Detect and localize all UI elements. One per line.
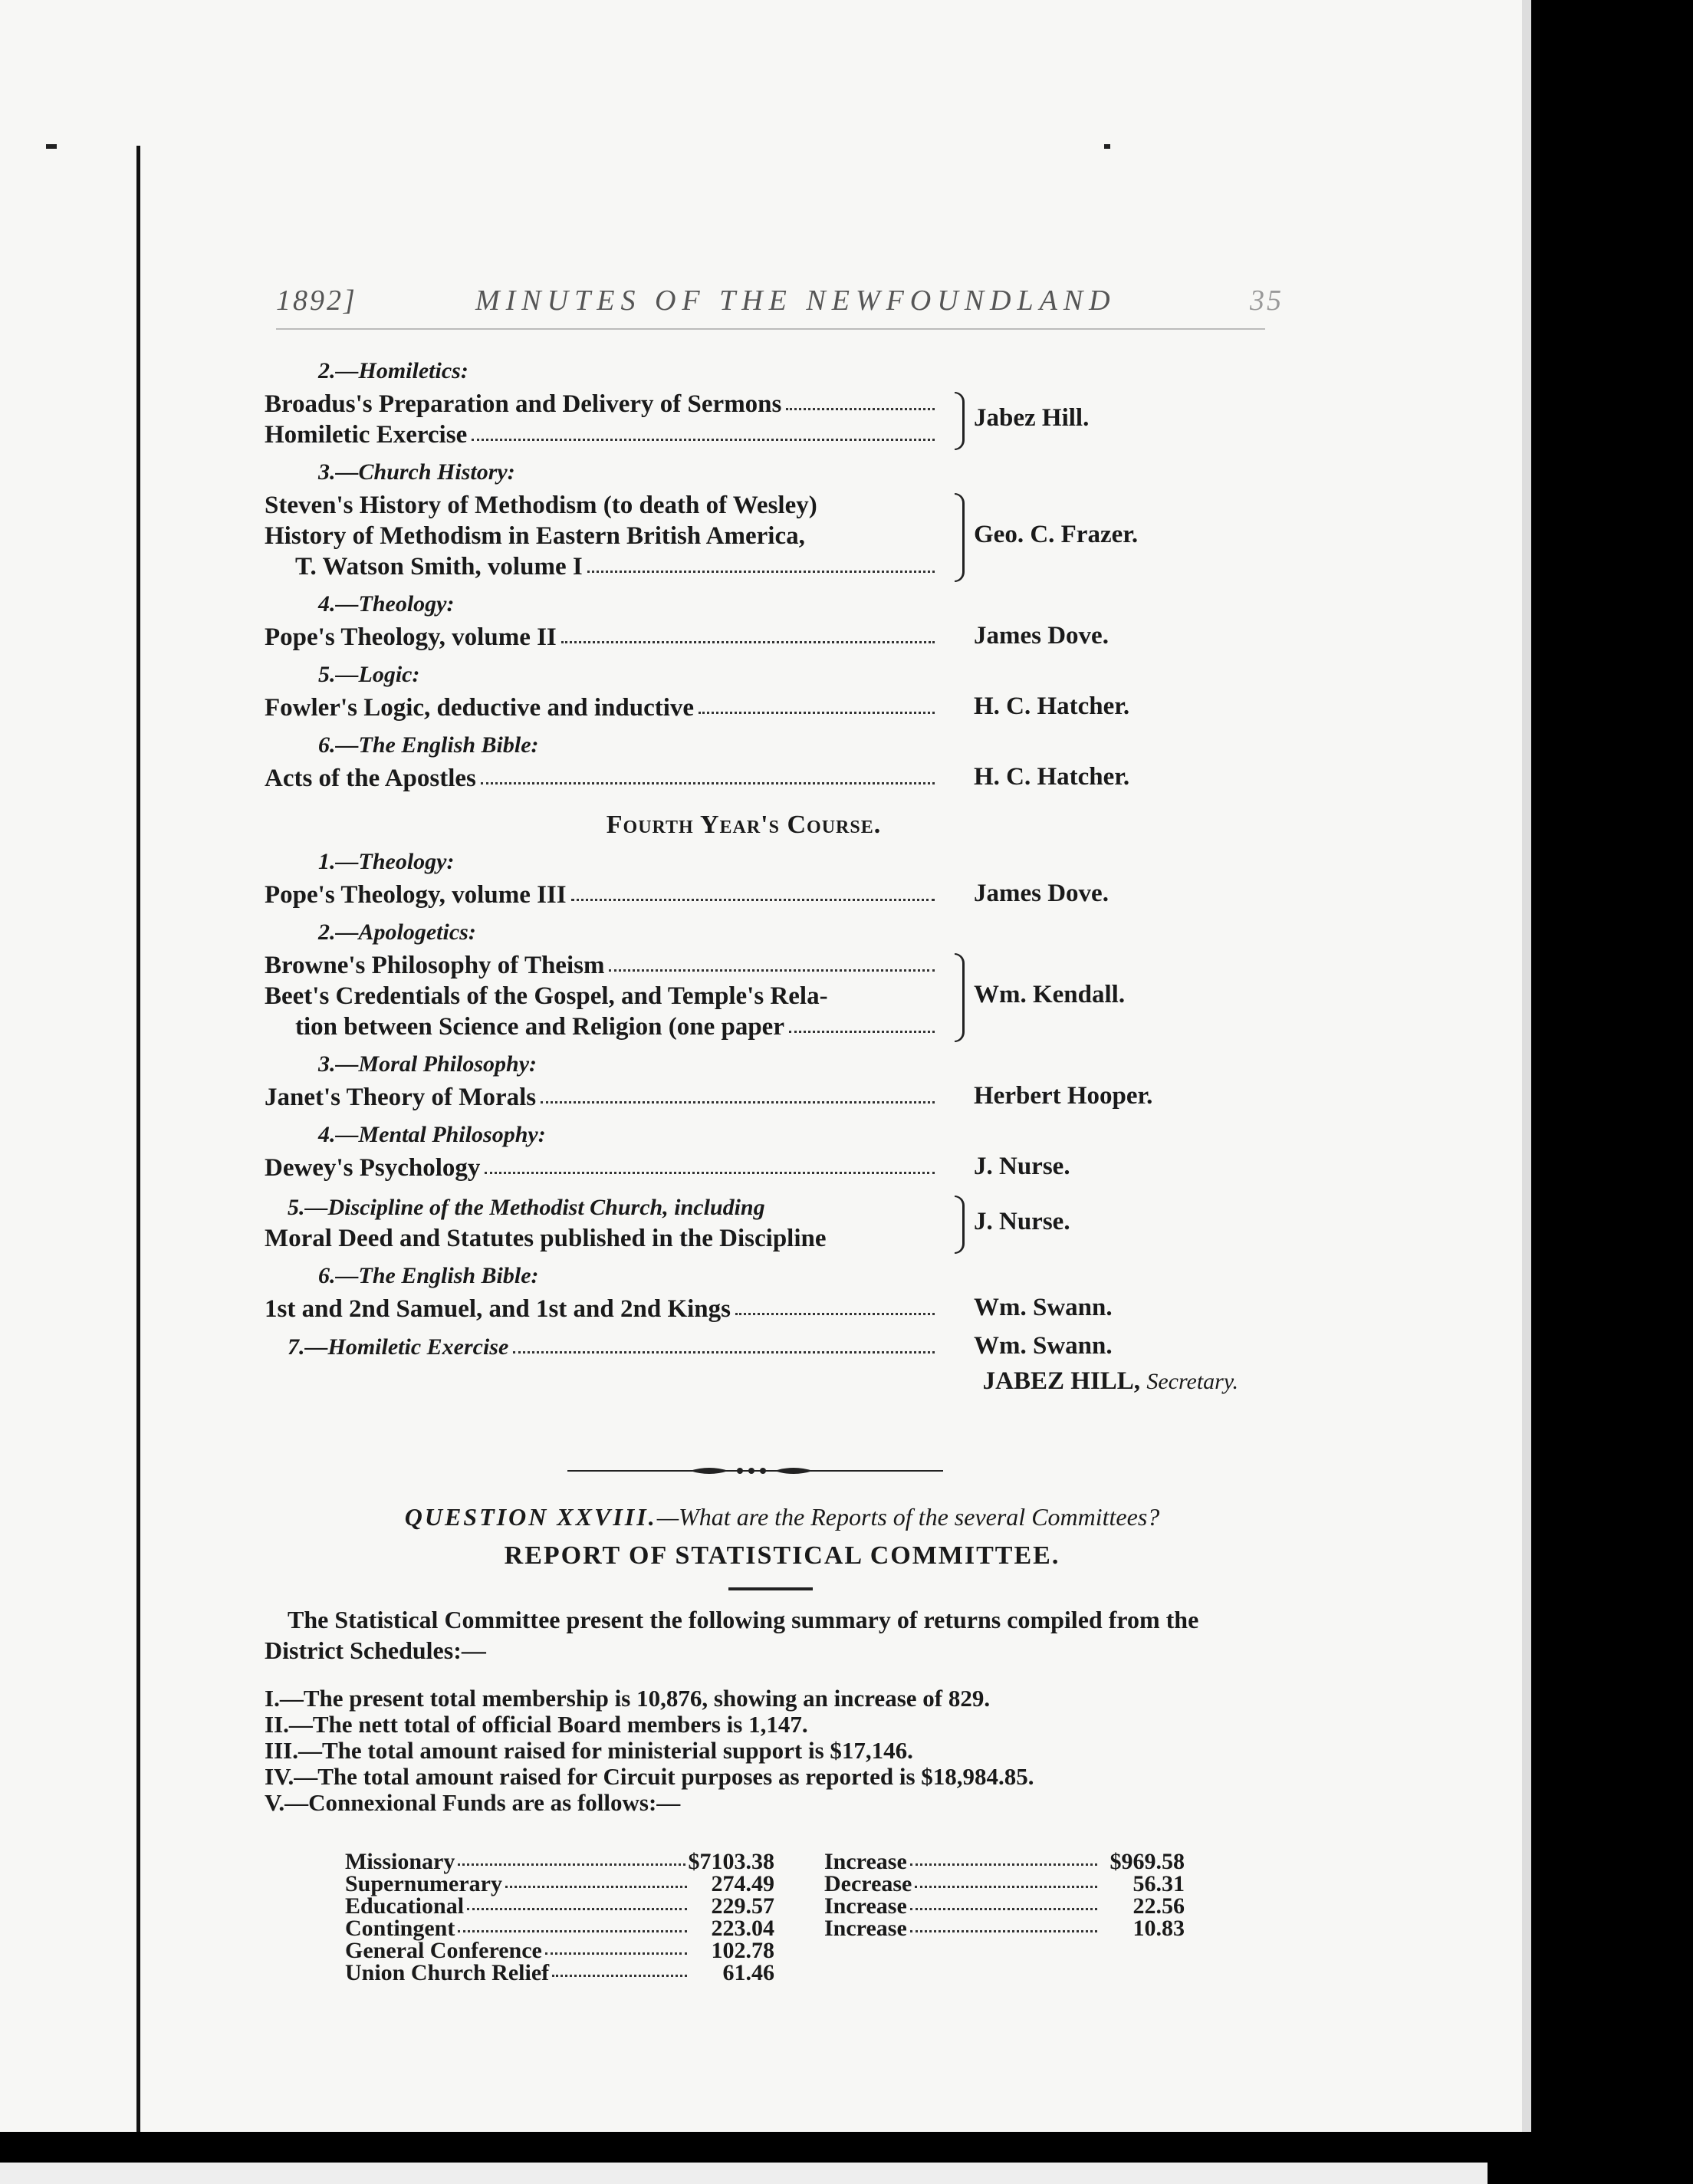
assignee: Herbert Hooper.: [974, 1082, 1153, 1110]
page-number: 35: [1250, 285, 1284, 317]
section-heading: 3.—Moral Philosophy:: [318, 1051, 537, 1077]
course-group: [265, 1082, 1315, 1113]
short-rule: [728, 1587, 813, 1590]
assignee: Geo. C. Frazer.: [974, 521, 1139, 548]
course-group: [265, 950, 1315, 1042]
page-edge: [1522, 0, 1531, 2132]
fund-row: Missionary $7103.38: [345, 1849, 774, 1874]
course-group: [265, 763, 1315, 794]
report-item: II.—The nett total of official Board members is 1,147.: [265, 1711, 808, 1738]
fund-row: Increase 22.56: [824, 1893, 1185, 1919]
brace: [955, 493, 965, 582]
assignee: Wm. Swann.: [974, 1332, 1113, 1360]
fund-row: General Conference 102.78: [345, 1938, 774, 1963]
question-text: —What are the Reports of the several Committees?: [656, 1503, 1160, 1531]
report-item: V.—Connexional Funds are as follows:—: [265, 1789, 681, 1816]
section-heading: 5.—Logic:: [318, 662, 420, 687]
course-group: [265, 880, 1315, 910]
course-entry: tion between Science and Religion (one paper: [295, 1013, 784, 1041]
scan-mark: [1104, 144, 1110, 149]
running-header: [276, 284, 1284, 330]
funds-left-column: [345, 1850, 774, 1984]
course-entry: Browne's Philosophy of Theism: [265, 952, 605, 979]
course-group: [265, 622, 1315, 653]
question-number: QUESTION XXVIII.: [404, 1503, 657, 1531]
course-entry: Dewey's Psychology: [265, 1154, 481, 1182]
course-entry: Homiletic Exercise: [265, 421, 468, 449]
page-edge-bottom: [0, 2163, 1488, 2184]
assignee: Jabez Hill.: [974, 404, 1090, 432]
course-group: [265, 692, 1315, 723]
section-heading: 4.—Theology:: [318, 591, 455, 617]
course-entry: Fowler's Logic, deductive and inductive: [265, 694, 695, 722]
assignee: H. C. Hatcher.: [974, 692, 1130, 720]
fund-row: Decrease 56.31: [824, 1871, 1185, 1896]
course-group: [265, 1294, 1315, 1324]
course-entry: Beet's Credentials of the Gospel, and Temple's Rela-: [265, 982, 828, 1010]
assignee: Wm. Swann.: [974, 1294, 1113, 1321]
report-item: IV.—The total amount raised for Circuit purposes as reported is $18,984.85.: [265, 1763, 1034, 1790]
section-heading: 4.—Mental Philosophy:: [318, 1122, 546, 1147]
fund-row: Contingent 223.04: [345, 1916, 774, 1941]
section-heading: 6.—The English Bible:: [318, 1263, 539, 1288]
funds-right-column: [824, 1850, 1185, 1939]
header-title: MINUTES OF THE NEWFOUNDLAND: [475, 285, 1116, 317]
secretary-name: JABEZ HILL,: [982, 1367, 1141, 1395]
section-heading: 2.—Homiletics:: [318, 358, 468, 383]
section-heading: 5.—Discipline of the Methodist Church, including: [288, 1195, 765, 1220]
course-group: [265, 1192, 1315, 1254]
header-year: 1892]: [276, 285, 357, 317]
course-group: [265, 1153, 1315, 1183]
gutter-line: [136, 146, 140, 2132]
assignee: J. Nurse.: [974, 1153, 1070, 1180]
report-item: I.—The present total membership is 10,876, showing an increase of 829.: [265, 1685, 991, 1712]
ornament-divider: [567, 1465, 943, 1477]
course-entry: Moral Deed and Statutes published in the Discipline: [265, 1225, 827, 1252]
question-line: [307, 1503, 1257, 1531]
section-heading: 1.—Theology:: [318, 849, 455, 874]
course-entry: Broadus's Preparation and Delivery of Sermons: [265, 390, 782, 418]
course-group: [265, 490, 1315, 582]
course-entry: History of Methodism in Eastern British America,: [265, 522, 805, 550]
assignee: J. Nurse.: [974, 1208, 1070, 1235]
course-entry: Steven's History of Methodism (to death of Wesley): [265, 492, 817, 519]
fourth-year-heading: Fourth Year's Course.: [606, 811, 882, 839]
fund-row: Supernumerary 274.49: [345, 1871, 774, 1896]
course-entry: Acts of the Apostles: [265, 765, 476, 792]
fund-row: Union Church Relief 61.46: [345, 1960, 774, 1985]
course-content: [265, 349, 1315, 1396]
report-item: III.—The total amount raised for ministerial support is $17,146.: [265, 1737, 913, 1764]
fund-row: Educational 229.57: [345, 1893, 774, 1919]
section-heading: 7.—Homiletic Exercise: [288, 1334, 509, 1360]
secretary-role: Secretary.: [1146, 1369, 1238, 1394]
fund-row: Increase $969.58: [824, 1849, 1185, 1874]
section-heading: 2.—Apologetics:: [318, 919, 476, 945]
secretary-signature: [265, 1367, 1238, 1396]
report-intro: The Statistical Committee present the following summary of returns compiled from the District Schedules:—: [265, 1606, 1199, 1664]
course-entry: Janet's Theory of Morals: [265, 1084, 537, 1111]
course-group: [265, 389, 1315, 450]
fund-row: Increase 10.83: [824, 1916, 1185, 1941]
section-heading: 3.—Church History:: [318, 459, 515, 485]
course-entry: Pope's Theology, volume III: [265, 881, 567, 909]
report-title: REPORT OF STATISTICAL COMMITTEE.: [504, 1541, 1060, 1570]
section-heading: 6.—The English Bible:: [318, 732, 539, 758]
assignee: James Dove.: [974, 880, 1109, 907]
course-entry: T. Watson Smith, volume I: [295, 553, 583, 581]
brace: [955, 392, 965, 450]
assignee: Wm. Kendall.: [974, 981, 1126, 1008]
brace: [955, 953, 965, 1042]
course-entry: Pope's Theology, volume II: [265, 623, 557, 651]
scan-mark: [46, 144, 57, 149]
assignee: James Dove.: [974, 622, 1109, 650]
course-entry: 1st and 2nd Samuel, and 1st and 2nd Kings: [265, 1295, 731, 1323]
brace: [955, 1196, 965, 1254]
course-group: [265, 1332, 1315, 1363]
assignee: H. C. Hatcher.: [974, 763, 1130, 791]
report-items: [265, 1686, 1338, 1816]
header-rule: [276, 328, 1265, 330]
